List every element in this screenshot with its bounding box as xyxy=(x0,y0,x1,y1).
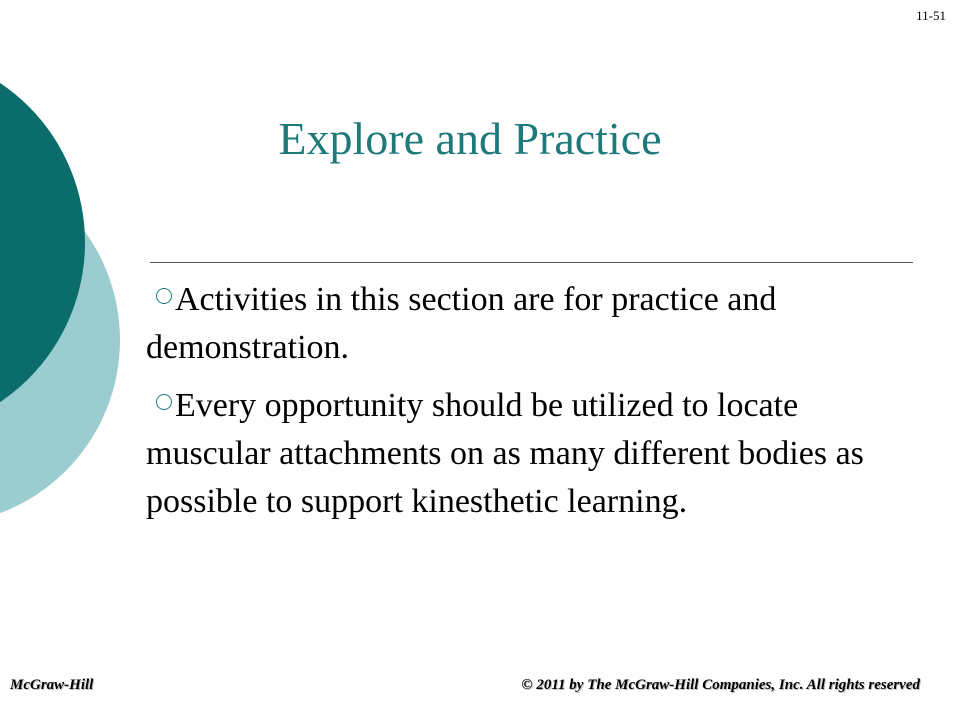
title-divider xyxy=(150,262,913,263)
slide-number: 11-51 xyxy=(916,8,946,23)
bullet-text: Every opportunity should be utilized to locate muscular attachments on as many different bodies as possible to support kinesthetic learning. xyxy=(146,387,864,520)
footer-publisher: McGraw-Hill xyxy=(10,677,94,693)
bullet-text: Activities in this section are for practice and demonstration. xyxy=(146,281,777,366)
bullet-item xyxy=(146,382,886,526)
bullet-list xyxy=(146,276,886,536)
bullet-item xyxy=(146,276,886,372)
hollow-circle-icon xyxy=(156,394,172,410)
slide-title: Explore and Practice xyxy=(278,113,662,164)
hollow-circle-icon xyxy=(156,288,172,304)
footer-copyright: © 2011 by The McGraw-Hill Companies, Inc. All rights reserved xyxy=(521,677,920,693)
